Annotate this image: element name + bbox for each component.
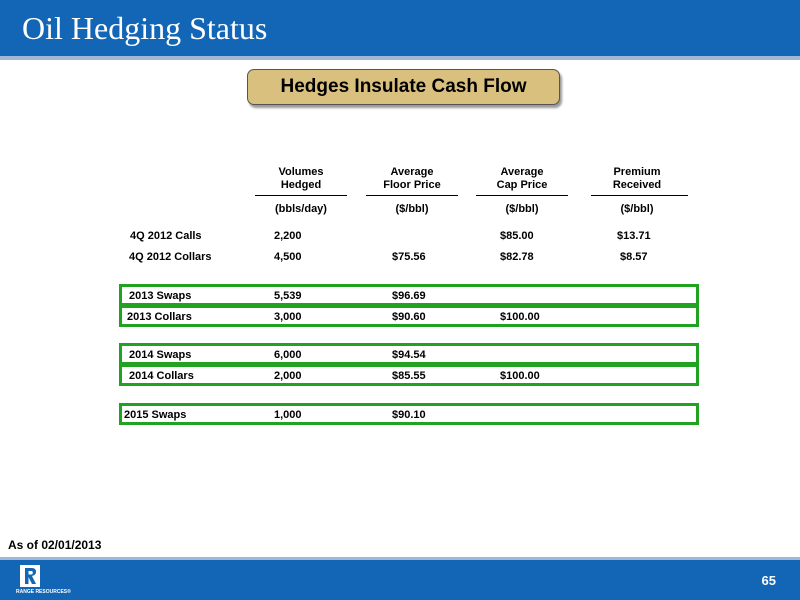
column-rule xyxy=(476,195,568,196)
header-divider xyxy=(0,56,800,60)
column-header-line: Average xyxy=(500,166,544,178)
banner: Hedges Insulate Cash Flow xyxy=(247,69,560,105)
row-label: 2015 Swaps xyxy=(124,409,187,421)
column-unit: (bbls/day) xyxy=(275,203,327,215)
range-logo-icon xyxy=(20,565,40,587)
logo-text: RANGE RESOURCES® xyxy=(16,589,71,595)
row-floor: $85.55 xyxy=(392,370,426,382)
column-header-line: Received xyxy=(612,179,662,191)
page-number: 65 xyxy=(761,573,776,588)
row-premium: $8.57 xyxy=(620,251,648,263)
column-rule xyxy=(591,195,688,196)
company-logo xyxy=(16,565,86,597)
row-volume: 5,539 xyxy=(274,290,302,302)
row-volume: 4,500 xyxy=(274,251,302,263)
column-header-premium xyxy=(591,166,683,192)
column-header-volumes xyxy=(255,166,347,192)
row-label: 4Q 2012 Collars xyxy=(129,251,212,263)
row-cap: $82.78 xyxy=(500,251,534,263)
column-header-line: Volumes xyxy=(278,166,324,178)
row-floor: $90.60 xyxy=(392,311,426,323)
column-header-line: Cap Price xyxy=(496,179,548,191)
footer-bar xyxy=(0,560,800,600)
row-cap: $100.00 xyxy=(500,311,540,323)
row-floor: $96.69 xyxy=(392,290,426,302)
row-label: 2013 Collars xyxy=(127,311,192,323)
row-volume: 3,000 xyxy=(274,311,302,323)
row-label: 2013 Swaps xyxy=(129,290,192,302)
column-unit: ($/bbl) xyxy=(620,203,654,215)
column-unit: ($/bbl) xyxy=(395,203,429,215)
row-volume: 2,200 xyxy=(274,230,302,242)
row-floor: $75.56 xyxy=(392,251,426,263)
column-rule xyxy=(366,195,458,196)
row-label: 4Q 2012 Calls xyxy=(130,230,202,242)
header-bar xyxy=(0,0,800,56)
row-cap: $85.00 xyxy=(500,230,534,242)
row-premium: $13.71 xyxy=(617,230,651,242)
column-header-line: Hedged xyxy=(280,179,322,191)
page-title: Oil Hedging Status xyxy=(22,10,268,46)
row-volume: 2,000 xyxy=(274,370,302,382)
row-floor: $94.54 xyxy=(392,349,426,361)
column-unit: ($/bbl) xyxy=(505,203,539,215)
row-label: 2014 Collars xyxy=(129,370,194,382)
row-label: 2014 Swaps xyxy=(129,349,192,361)
column-header-line: Floor Price xyxy=(383,179,441,191)
column-header-cap xyxy=(476,166,568,192)
as-of-date: As of 02/01/2013 xyxy=(8,538,102,552)
column-header-line: Average xyxy=(390,166,434,178)
column-header-floor xyxy=(366,166,458,192)
row-volume: 1,000 xyxy=(274,409,302,421)
row-cap: $100.00 xyxy=(500,370,540,382)
column-header-line: Premium xyxy=(613,166,661,178)
row-volume: 6,000 xyxy=(274,349,302,361)
row-floor: $90.10 xyxy=(392,409,426,421)
column-rule xyxy=(255,195,347,196)
